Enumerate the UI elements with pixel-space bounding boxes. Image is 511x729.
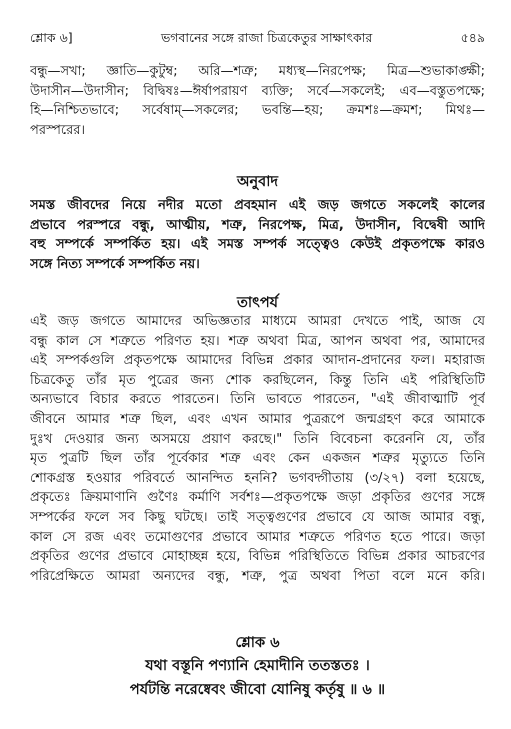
translation-heading: অনুবাদ (236, 174, 279, 190)
translation-line: বহু সম্পর্কে সম্পর্কিত হয়। এই সমস্ত সম্পর্ক সত্ত্বেও কেউই প্রকৃতপক্ষে কারও (30, 237, 485, 253)
chapter-title: ভগবানের সঙ্গে রাজা চিত্রকেতুর সাক্ষাৎকার (160, 30, 373, 45)
purport-line: এই জড় জগতে আমাদের অভিজ্ঞতার মাধ্যমে আমরা দেখতে পাই, আজ যে (30, 314, 485, 329)
purport-line: প্রকৃতির গুণের প্রভাবে মোহাচ্ছন্ন হয়ে, বিভিন্ন পরিস্থিতিতে বিভিন্ন প্রকার আচরণের (30, 549, 485, 565)
translation-section (30, 196, 485, 274)
translation-line: সমস্ত জীবদের নিয়ে নদীর মতো প্রবহমান এই জড় জগতে সকলেই কালের (30, 198, 485, 213)
synonym-line: বন্ধু—সখা; জ্ঞাতি—কুটুম্ব; অরি—শত্রু; মধ্যস্থ—নিরপেক্ষ; মিত্র—শুভাকাঙ্ক্ষী; (30, 64, 485, 79)
page-number: ৫৪৯ (460, 30, 485, 45)
page-header (30, 30, 485, 50)
translation-line: সঙ্গে নিত্য সম্পর্কে সম্পর্কিত নয়। (30, 256, 200, 272)
purport-line: এই সম্পর্কগুলি প্রকৃতপক্ষে আমাদের বিভিন্ন প্রকার আদান-প্রদানের ফল। মহারাজ (30, 353, 485, 369)
synonym-line: উদাসীন—উদাসীন; বিদ্বিষঃ—ঈর্ষাপরায়ণ ব্যক্তি; সর্বে—সকলেই; এব—বস্তুতপক্ষে; (30, 83, 485, 99)
purport-line: সম্পর্কের ফলে সব কিছু ঘটছে। তাই সত্ত্বগুণের প্রভাবে যে আজ আমার বন্ধু, (30, 509, 485, 525)
verse-reference: শ্লোক ৬] (30, 30, 73, 45)
synonym-line: পরস্পরের। (30, 122, 86, 138)
verse-heading: শ্লোক ৬ (235, 635, 280, 651)
purport-line: বন্ধু কাল সে শত্রুতে পরিণত হয়। শত্রু অথবা মিত্র, আপন অথবা পর, আমাদের (30, 333, 485, 349)
purport-heading: তাৎপর্য (236, 295, 279, 311)
purport-line: মৃত পুত্রটি ছিল তাঁর পূর্বেকার শত্রু এবং কেন একজন শত্রুর মৃত্যুতে তিনি (30, 451, 485, 467)
purport-line: দুঃখ দেওয়ার জন্য অসময়ে প্রয়াণ করছে।" তিনি বিবেচনা করেননি যে, তাঁর (30, 431, 485, 447)
purport-line: জীবনে আমার শত্রু ছিল, এবং এখন আমার পুত্ররূপে জন্মগ্রহণ করে আমাকে (30, 411, 485, 427)
translation-line: প্রভাবে পরস্পরে বন্ধু, আত্মীয়, শত্রু, নিরপেক্ষ, মিত্র, উদাসীন, বিদ্বেষী আদি (30, 217, 485, 233)
verse-section (30, 654, 485, 702)
purport-line: প্রকৃতেঃ ক্রিয়মাণানি গুণৈঃ কর্মাণি সর্বশঃ—প্রকৃতপক্ষে জড়া প্রকৃতির গুণের সঙ্গে (30, 490, 485, 506)
synonym-line: হি—নিশ্চিতভাবে; সর্বেষাম্—সকলের; ভবন্তি—হয়; ক্রমশঃ—ক্রমশ; মিথঃ— (30, 103, 485, 119)
purport-line: কাল সে রজ এবং তমোগুণের প্রভাবে আমার শত্রুতে পরিণত হতে পারে। জড়া (30, 529, 485, 545)
verse-line: পর্যটন্তি নরেষ্বেবং জীবো যোনিষু কর্তৃষু ॥ ৬ ॥ (129, 682, 386, 698)
purport-line: চিত্রকেতু তাঁর মৃত পুত্রের জন্য শোক করছিলেন, কিন্তু তিনি এই পরিস্থিতিটি (30, 372, 485, 388)
purport-line: পরিপ্রেক্ষিতে আমরা অন্যদের বন্ধু, শত্রু, পুত্র অথবা পিতা বলে মনে করি। (30, 568, 485, 584)
synonyms-section (30, 62, 485, 140)
purport-line: শোকগ্রস্ত হওয়ার পরিবর্তে আনন্দিত হননি? ভগবদ্গীতায় (৩/২৭) বলা হয়েছে, (30, 470, 485, 486)
purport-section (30, 312, 485, 586)
purport-line: অন্যভাবে বিচার করতে পারতেন। তিনি ভাবতে পারতেন, "এই জীবাত্মাটি পূর্ব (30, 392, 485, 408)
verse-line: যথা বস্তূনি পণ্যানি হেমাদীনি ততস্ততঃ । (145, 658, 370, 674)
